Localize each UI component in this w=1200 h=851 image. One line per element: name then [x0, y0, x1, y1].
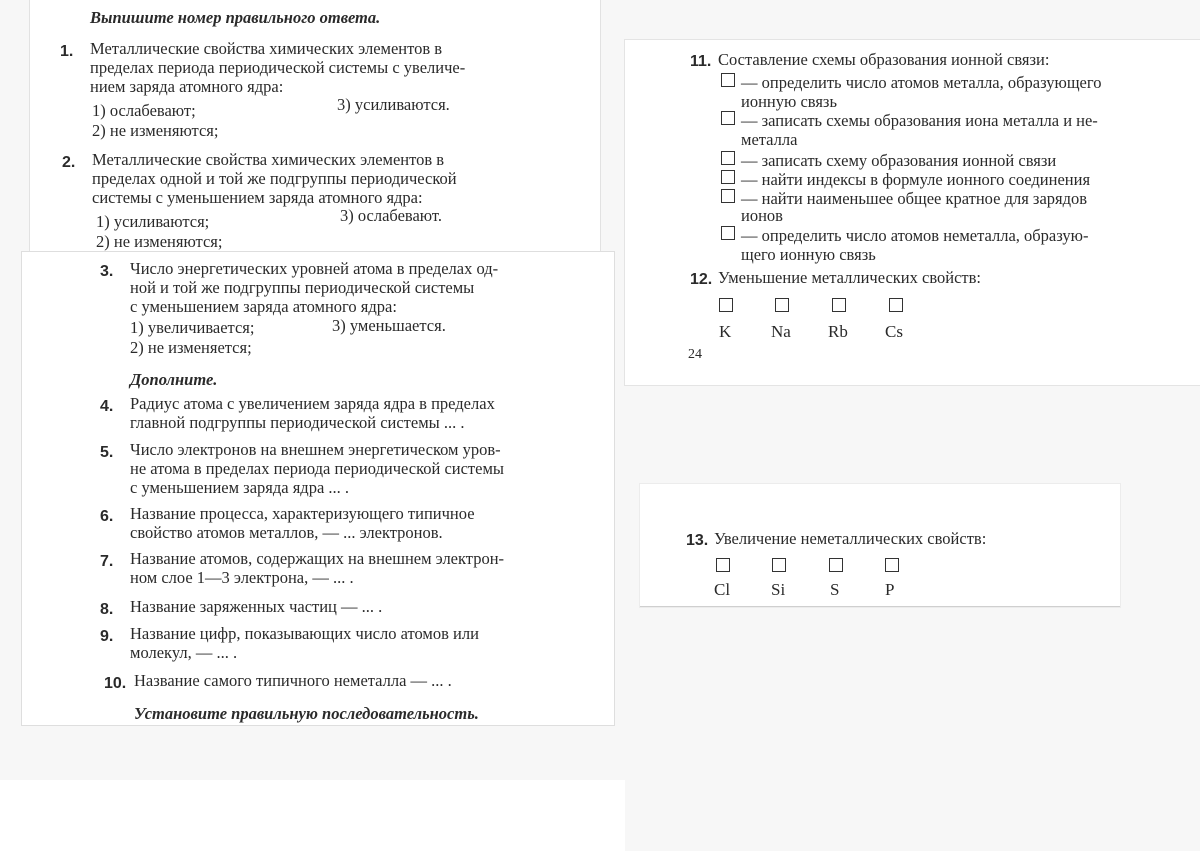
question-11-title: Составление схемы образования ионной связи:: [718, 50, 1050, 69]
question-3-line: ной и той же подгруппы периодической системы: [130, 278, 475, 297]
section-heading-write-answer: Выпишите номер правильного ответа.: [90, 8, 381, 27]
order-checkbox[interactable]: [832, 298, 846, 312]
page-number: 24: [688, 347, 702, 362]
element-symbol: Na: [771, 322, 791, 341]
question-4-line: главной подгруппы периодической системы ... .: [130, 413, 465, 432]
order-checkbox[interactable]: [716, 558, 730, 572]
question-9-line: молекул, — ... .: [130, 643, 238, 662]
question-3-option-1: 1) увеличивается;: [130, 318, 255, 337]
question-11-item: — определить число атомов металла, образующего: [741, 73, 1102, 92]
element-symbol: Si: [771, 580, 786, 599]
question-9-number: 9.: [100, 628, 114, 645]
question-1-option-2: 2) не изменяются;: [92, 121, 219, 140]
question-6-number: 6.: [100, 508, 114, 525]
order-checkbox[interactable]: [829, 558, 843, 572]
order-checkbox[interactable]: [721, 111, 735, 125]
question-12-number: 12.: [690, 271, 713, 288]
section-heading-complete: Дополните.: [130, 370, 218, 389]
question-3-number: 3.: [100, 263, 114, 280]
element-symbol: P: [885, 580, 895, 599]
question-5-line: Число электронов на внешнем энергетическом уров-: [130, 440, 501, 459]
element-symbol: Rb: [828, 322, 848, 341]
question-8-number: 8.: [100, 601, 114, 618]
element-symbol: K: [719, 322, 732, 341]
question-1-number: 1.: [60, 43, 74, 60]
question-12-title: Уменьшение металлических свойств:: [718, 268, 982, 287]
element-symbol: Cs: [885, 322, 903, 341]
question-9-line: Название цифр, показывающих число атомов или: [130, 624, 479, 643]
question-2-line: Металлические свойства химических элементов в: [92, 150, 445, 169]
order-checkbox[interactable]: [719, 298, 733, 312]
question-6-line: свойство атомов металлов, — ... электронов.: [130, 523, 443, 542]
paper-margin-bottom: [0, 780, 625, 851]
question-11-item: — найти индексы в формуле ионного соединения: [741, 170, 1091, 189]
question-3-line: с уменьшением заряда атомного ядра:: [130, 297, 397, 316]
question-1-option-3: 3) усиливаются.: [337, 95, 450, 114]
question-2-option-2: 2) не изменяются;: [96, 232, 223, 251]
question-11-item: ионную связь: [741, 92, 837, 111]
question-1-line: нием заряда атомного ядра:: [90, 77, 284, 96]
question-11-item: — записать схему образования ионной связи: [741, 151, 1057, 170]
question-5-line: не атома в пределах периода периодической системы: [130, 459, 504, 478]
order-checkbox[interactable]: [721, 170, 735, 184]
question-11-item: — найти наименьшее общее кратное для зарядов: [741, 189, 1088, 208]
question-13-number: 13.: [686, 532, 709, 549]
question-5-number: 5.: [100, 444, 114, 461]
question-2-option-1: 1) усиливаются;: [96, 212, 210, 231]
question-7-number: 7.: [100, 553, 114, 570]
section-heading-order: Установите правильную последовательность.: [134, 704, 479, 723]
question-2-number: 2.: [62, 154, 76, 171]
question-1-option-1: 1) ослабевают;: [92, 101, 196, 120]
question-1-line: пределах периода периодической системы с увеличе-: [90, 58, 466, 77]
question-10-number: 10.: [104, 675, 127, 692]
order-checkbox[interactable]: [889, 298, 903, 312]
question-11-item: — записать схемы образования иона металла и не-: [741, 111, 1098, 130]
question-11-item: — определить число атомов неметалла, образую-: [741, 226, 1089, 245]
order-checkbox[interactable]: [775, 298, 789, 312]
order-checkbox[interactable]: [772, 558, 786, 572]
question-11-number: 11.: [690, 53, 712, 70]
question-4-number: 4.: [100, 398, 114, 415]
question-6-line: Название процесса, характеризующего типичное: [130, 504, 475, 523]
question-3-option-3: 3) уменьшается.: [332, 316, 446, 335]
order-checkbox[interactable]: [721, 151, 735, 165]
question-3-line: Число энергетических уровней атома в пределах од-: [130, 259, 499, 278]
element-symbol: S: [830, 580, 840, 599]
question-1-line: Металлические свойства химических элементов в: [90, 39, 443, 58]
element-symbol: Cl: [714, 580, 731, 599]
order-checkbox[interactable]: [885, 558, 899, 572]
question-2-line: пределах одной и той же подгруппы периодической: [92, 169, 457, 188]
question-11-item: щего ионную связь: [741, 245, 876, 264]
question-8-line: Название заряженных частиц — ... .: [130, 597, 383, 616]
question-11-item: металла: [741, 130, 798, 149]
question-13-title: Увеличение неметаллических свойств:: [714, 529, 987, 548]
question-4-line: Радиус атома с увеличением заряда ядра в пределах: [130, 394, 495, 413]
question-7-line: Название атомов, содержащих на внешнем электрон-: [130, 549, 505, 568]
order-checkbox[interactable]: [721, 226, 735, 240]
question-3-option-2: 2) не изменяется;: [130, 338, 252, 357]
question-11-item: ионов: [741, 206, 783, 225]
question-5-line: с уменьшением заряда ядра ... .: [130, 478, 350, 497]
order-checkbox[interactable]: [721, 189, 735, 203]
question-2-option-3: 3) ослабевают.: [340, 206, 443, 225]
question-10-line: Название самого типичного неметалла — ... .: [134, 671, 452, 690]
question-7-line: ном слое 1—3 электрона, — ... .: [130, 568, 354, 587]
question-2-line: системы с уменьшением заряда атомного ядра:: [92, 188, 423, 207]
order-checkbox[interactable]: [721, 73, 735, 87]
